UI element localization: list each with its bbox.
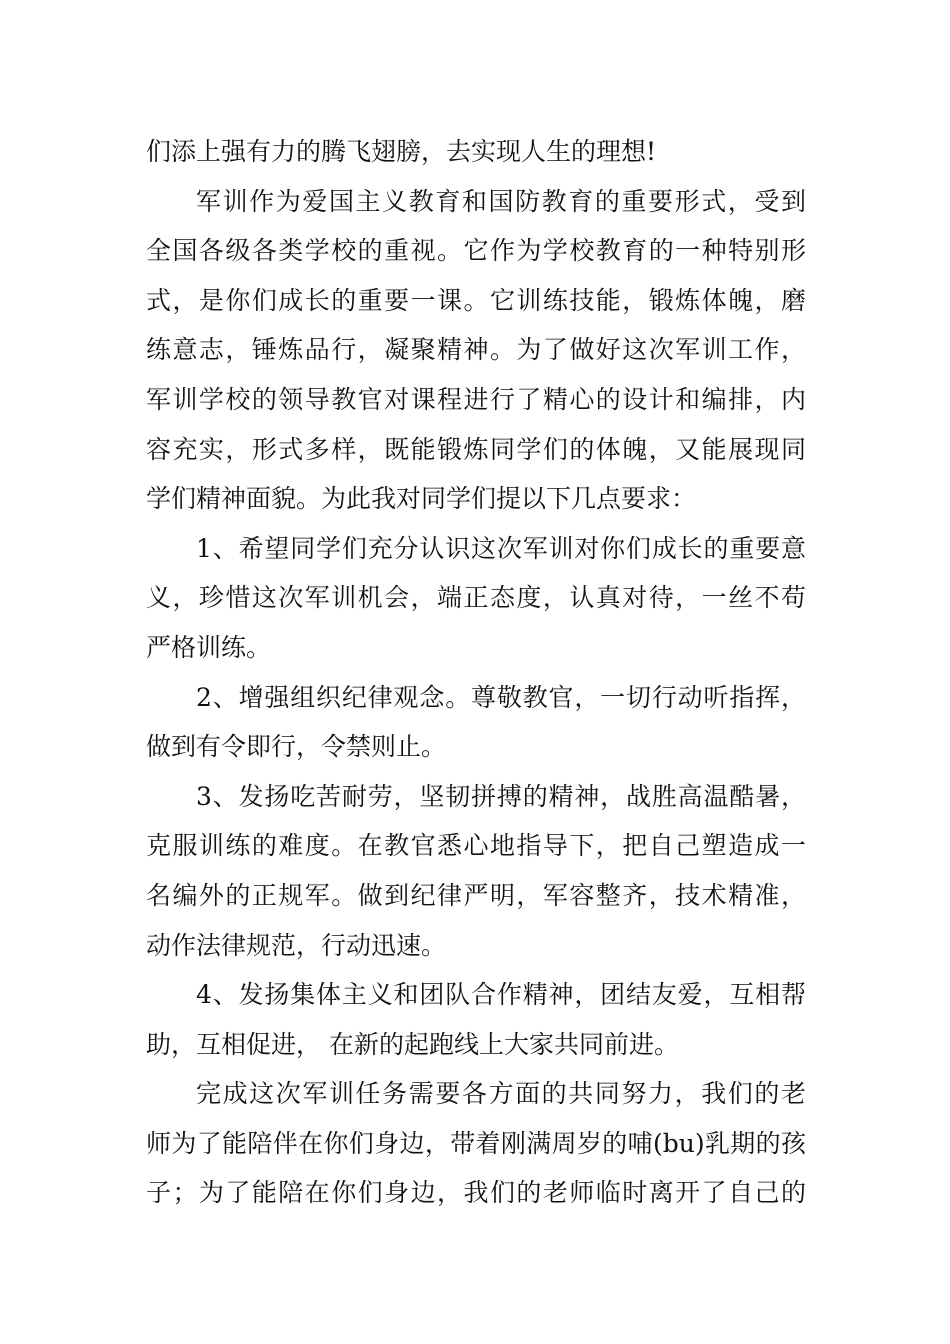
text-line: 式，是你们成长的重要一课。它训练技能，锻炼体魄，磨 <box>146 285 806 315</box>
text-line: 军训学校的领导教官对课程进行了精心的设计和编排，内 <box>146 384 806 414</box>
body-text <box>146 127 806 1218</box>
text-line: 动作法律规范，行动迅速。 <box>146 930 447 960</box>
text-line: 克服训练的难度。在教官悉心地指导下，把自己塑造成一 <box>146 831 806 861</box>
paragraph-first-line: 4、发扬集体主义和团队合作精神，团结友爱，互相帮 <box>196 980 806 1010</box>
text-line: 名编外的正规军。做到纪律严明，军容整齐，技术精准， <box>146 880 806 910</box>
text-line: 严格训练。 <box>146 632 272 662</box>
text-line: 们添上强有力的腾飞翅膀，去实现人生的理想! <box>146 137 657 166</box>
text-line: 做到有令即行，令禁则止。 <box>146 732 447 762</box>
paragraph-first-line: 2、增强组织纪律观念。尊敬教官，一切行动听指挥， <box>196 682 806 712</box>
paragraph-first-line: 完成这次军训任务需要各方面的共同努力，我们的老 <box>196 1079 806 1109</box>
paragraph-first-line: 军训作为爱国主义教育和国防教育的重要形式，受到 <box>196 186 806 216</box>
text-line: 全国各级各类学校的重视。它作为学校教育的一种特别形 <box>146 236 806 266</box>
text-line: 容充实，形式多样，既能锻炼同学们的体魄，又能展现同 <box>146 434 806 464</box>
paragraph-first-line: 3、发扬吃苦耐劳，坚韧拼搏的精神，战胜高温酷暑， <box>196 781 806 811</box>
text-line: 子；为了能陪在你们身边，我们的老师临时离开了自己的 <box>146 1178 806 1208</box>
text-line: 义，珍惜这次军训机会，端正态度，认真对待，一丝不苟 <box>146 583 806 613</box>
text-line: 练意志，锤炼品行，凝聚精神。为了做好这次军训工作， <box>146 335 806 365</box>
text-line: 助，互相促进， 在新的起跑线上大家共同前进。 <box>146 1029 679 1059</box>
paragraph-first-line: 1、希望同学们充分认识这次军训对你们成长的重要意 <box>196 533 806 563</box>
text-line: 学们精神面貌。为此我对同学们提以下几点要求： <box>146 484 697 514</box>
text-line: 师为了能陪伴在你们身边，带着刚满周岁的哺(bu)乳期的孩 <box>146 1128 806 1158</box>
